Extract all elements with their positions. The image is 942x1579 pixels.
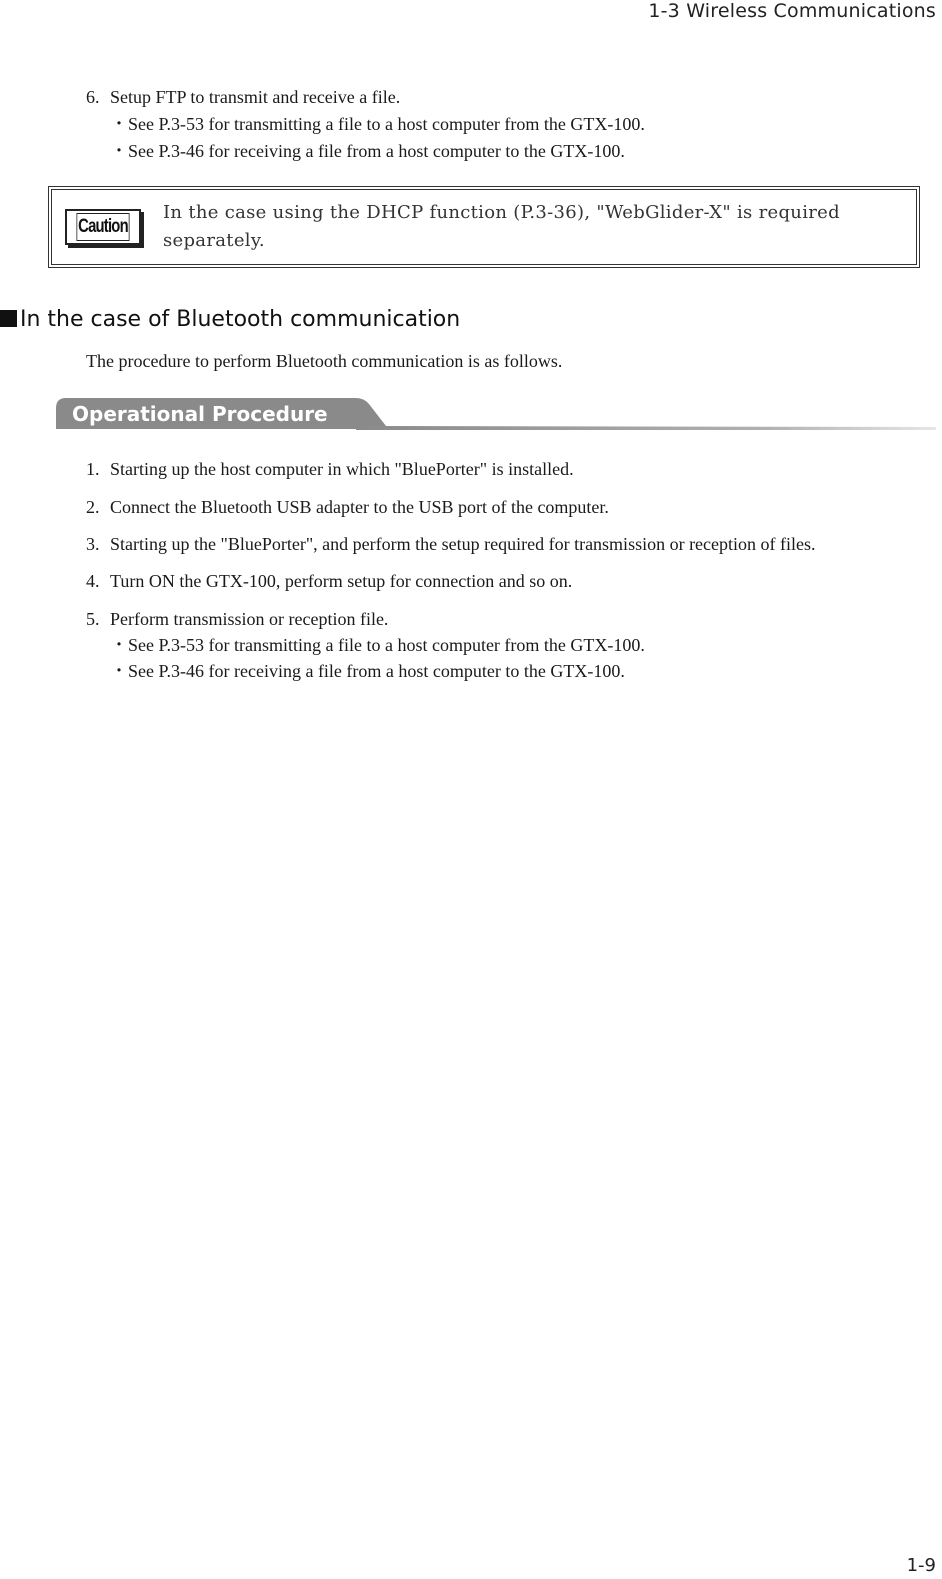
step-text: Perform transmission or reception file. bbox=[110, 609, 389, 629]
step-number: 2. bbox=[86, 497, 100, 517]
square-bullet-icon bbox=[0, 310, 17, 327]
bluetooth-step-4 bbox=[86, 570, 572, 592]
step-text: Starting up the host computer in which "BluePorter" is installed. bbox=[110, 459, 574, 479]
ftp-step-6-note-1: ・See P.3-53 for transmitting a file to a host computer from the GTX-100. bbox=[110, 114, 645, 134]
page-number: 1-9 bbox=[906, 1555, 936, 1576]
step-text: Setup FTP to transmit and receive a file. bbox=[110, 87, 401, 107]
step-number: 1. bbox=[86, 459, 100, 479]
step-text: Connect the Bluetooth USB adapter to the USB port of the computer. bbox=[110, 497, 609, 517]
bluetooth-step-5-note-2: ・See P.3-46 for receiving a file from a host computer to the GTX-100. bbox=[110, 661, 625, 681]
banner-label: Operational Procedure bbox=[72, 402, 328, 426]
caution-box bbox=[48, 186, 920, 268]
bluetooth-step-5-note-1: ・See P.3-53 for transmitting a file to a host computer from the GTX-100. bbox=[110, 635, 645, 655]
ftp-step-6-note-2: ・See P.3-46 for receiving a file from a host computer to the GTX-100. bbox=[110, 141, 625, 161]
step-number: 5. bbox=[86, 609, 100, 629]
bluetooth-step-2 bbox=[86, 496, 609, 518]
caution-text: In the case using the DHCP function (P.3-36), "WebGlider-X" is required separately. bbox=[163, 202, 840, 251]
operational-procedure-banner bbox=[56, 398, 936, 432]
step-number: 6. bbox=[86, 87, 100, 107]
bluetooth-intro: The procedure to perform Bluetooth communication is as follows. bbox=[86, 351, 563, 371]
step-number: 3. bbox=[86, 534, 100, 554]
step-text: Starting up the "BluePorter", and perform the setup required for transmission or reception of files. bbox=[110, 534, 816, 554]
step-number: 4. bbox=[86, 571, 100, 591]
bluetooth-step-3 bbox=[86, 533, 816, 555]
caution-icon bbox=[65, 209, 141, 245]
section-heading-text: In the case of Bluetooth communication bbox=[20, 307, 461, 332]
bluetooth-step-1 bbox=[86, 458, 574, 480]
section-heading-bluetooth bbox=[0, 306, 460, 334]
running-header-title: 1-3 Wireless Communications bbox=[648, 0, 936, 22]
bluetooth-step-5 bbox=[86, 608, 388, 630]
caution-badge-label: Caution bbox=[76, 213, 129, 241]
ftp-step-6 bbox=[86, 86, 400, 108]
step-text: Turn ON the GTX-100, perform setup for connection and so on. bbox=[110, 571, 573, 591]
